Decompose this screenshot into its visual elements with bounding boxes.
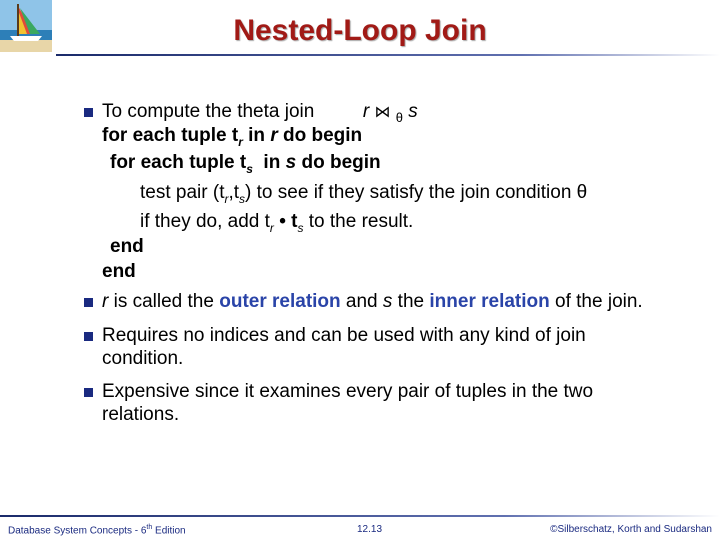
- join-symbol: ⋈: [374, 104, 391, 121]
- code-text: test pair (t: [140, 182, 225, 203]
- code-text: for each tuple t: [110, 152, 247, 173]
- code-text: ,t: [228, 182, 240, 203]
- relation-s: s: [382, 291, 393, 312]
- code-text: to the result.: [303, 211, 414, 232]
- footer-page-number: 12.13: [357, 524, 383, 535]
- code-text: ) to see if they satisfy the join condition: [245, 182, 577, 203]
- code-text: in: [242, 125, 271, 146]
- code-subscript: r: [269, 220, 274, 235]
- relation-s: s: [408, 101, 418, 122]
- footer-copyright: ©Silberschatz, Korth and Sudarshan: [550, 524, 712, 535]
- relation-r: r: [362, 101, 370, 122]
- code-line-inner-loop: [110, 152, 381, 180]
- requires-no-indices-line1: Requires no indices and can be used with any kind of join: [102, 325, 586, 346]
- code-subscript: r: [224, 191, 229, 206]
- relation-r: r: [102, 291, 109, 312]
- code-line-test-pair: [140, 182, 587, 210]
- code-relation: s: [285, 152, 297, 173]
- code-subscript: s: [239, 191, 246, 206]
- intro-text: To compute the theta join: [102, 101, 315, 122]
- footer-text: Database System Concepts - 6: [8, 525, 147, 537]
- code-text: do begin: [296, 152, 381, 173]
- bullet-marker: [84, 332, 93, 341]
- theta-symbol: θ: [576, 182, 588, 203]
- title-divider: [56, 54, 720, 56]
- footer-superscript: th: [146, 524, 153, 531]
- code-text: do begin: [277, 125, 363, 146]
- code-subscript: r: [238, 134, 243, 149]
- outer-inner-relation-text: [102, 291, 643, 313]
- requires-no-indices-line2: condition.: [102, 348, 184, 369]
- expensive-line1: Expensive since it examines every pair of tuples in the two: [102, 381, 594, 402]
- footer-divider: [0, 515, 720, 517]
- code-relation: r: [270, 125, 278, 146]
- text-span: the: [392, 291, 430, 312]
- footer-book-title: [8, 524, 186, 536]
- code-subscript: s: [246, 161, 253, 176]
- footer-text: Edition: [152, 525, 186, 537]
- code-line-outer-loop: [102, 125, 362, 153]
- bullet-marker: [84, 388, 93, 397]
- code-line-end-outer: end: [102, 261, 136, 282]
- inner-relation-term: inner relation: [429, 291, 550, 312]
- theta-subscript: θ: [395, 109, 403, 125]
- bullet-marker: [84, 108, 93, 117]
- code-text: in: [252, 152, 286, 173]
- code-text: • t: [273, 211, 298, 232]
- slide-title: Nested-Loop Join: [233, 14, 487, 47]
- code-line-add-result: [140, 211, 413, 239]
- code-subscript: s: [297, 220, 304, 235]
- text-span: of the join.: [549, 291, 643, 312]
- bullet-marker: [84, 298, 93, 307]
- code-text: if they do, add t: [140, 211, 270, 232]
- code-line-end-inner: end: [110, 236, 144, 257]
- code-text: for each tuple t: [102, 125, 239, 146]
- text-span: and: [340, 291, 383, 312]
- outer-relation-term: outer relation: [219, 291, 341, 312]
- expensive-line2: relations.: [102, 404, 180, 425]
- text-span: is called the: [108, 291, 220, 312]
